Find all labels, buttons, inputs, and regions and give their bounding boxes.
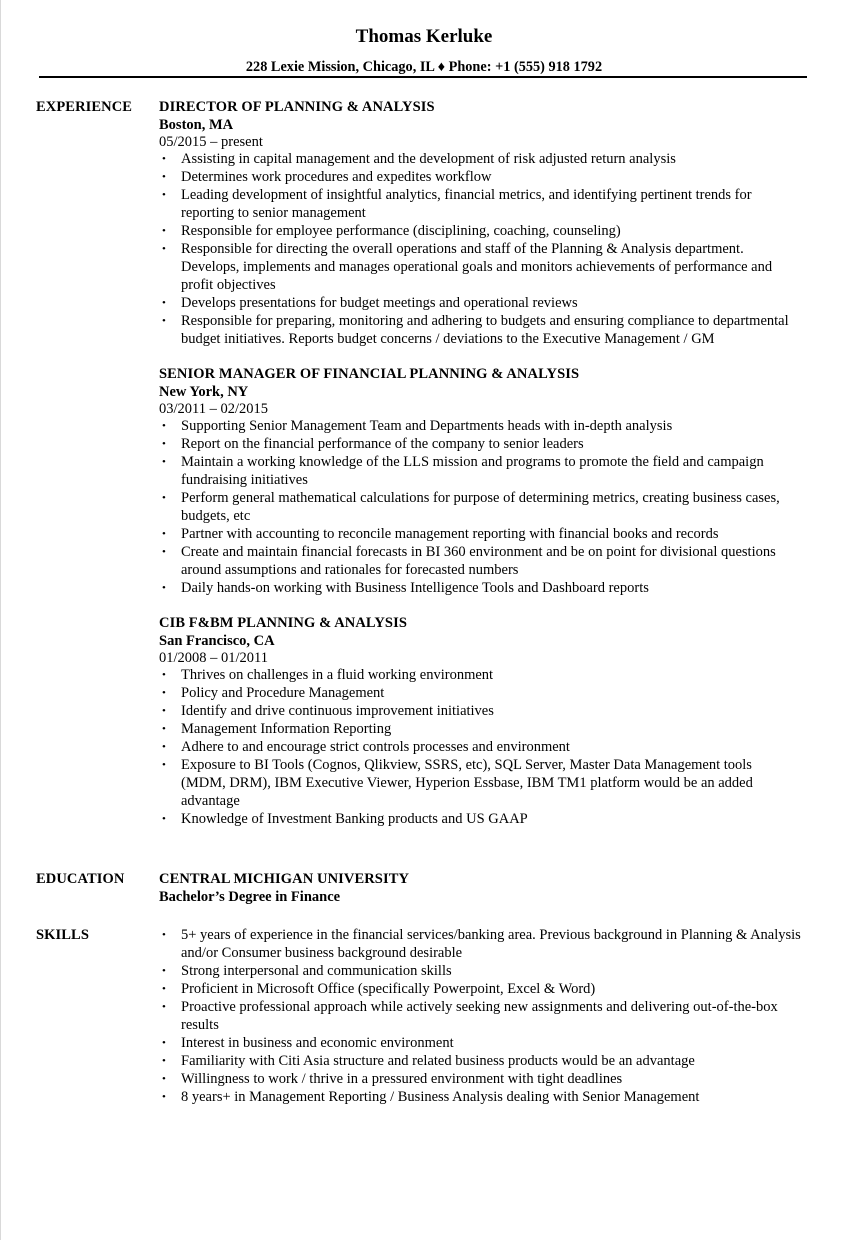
bullet-item bbox=[159, 168, 819, 186]
bullet-item bbox=[159, 453, 819, 489]
bullet-text: Identify and drive continuous improvement initiatives bbox=[181, 703, 494, 719]
bullet-icon: • bbox=[162, 171, 166, 183]
job-entry bbox=[159, 365, 819, 597]
bullet-text: Management Information Reporting bbox=[181, 721, 392, 737]
skill-text: Proficient in Microsoft Office (specifically Powerpoint, Excel & Word) bbox=[181, 981, 596, 997]
skill-text: Interest in business and economic environment bbox=[181, 1035, 454, 1051]
bullet-text: Policy and Procedure Management bbox=[181, 685, 385, 701]
skill-text: 5+ years of experience in the financial services/banking area. Previous background in Planning & Analysis and/or Consumer business background desirable bbox=[181, 927, 801, 961]
bullet-item bbox=[159, 435, 819, 453]
skill-text: Proactive professional approach while actively seeking new assignments and delivering out-of-the-box results bbox=[181, 999, 778, 1033]
bullet-item bbox=[159, 702, 819, 720]
candidate-name: Thomas Kerluke bbox=[355, 26, 493, 47]
bullet-icon: • bbox=[162, 297, 166, 309]
bullet-item bbox=[159, 489, 819, 525]
bullet-text: Responsible for directing the overall operations and staff of the Planning & Analysis department. Develops, implements and manages operational goals and monitors achievements of performance and profit objectives bbox=[181, 241, 773, 293]
bullet-item bbox=[159, 579, 819, 597]
bullet-icon: • bbox=[162, 1091, 166, 1103]
bullet-icon: • bbox=[162, 687, 166, 699]
skill-text: Strong interpersonal and communication skills bbox=[181, 963, 452, 979]
job-title: CIB F&BM PLANNING & ANALYSIS bbox=[159, 615, 407, 631]
bullet-item bbox=[159, 666, 819, 684]
bullet-item bbox=[159, 756, 819, 810]
bullet-item bbox=[159, 738, 819, 756]
bullet-icon: • bbox=[162, 965, 166, 977]
bullet-icon: • bbox=[162, 813, 166, 825]
skill-item bbox=[159, 926, 819, 962]
bullet-icon: • bbox=[162, 669, 166, 681]
job-location: San Francisco, CA bbox=[159, 633, 275, 649]
bullet-icon: • bbox=[162, 983, 166, 995]
bullet-icon: • bbox=[162, 759, 166, 771]
bullet-text: Develops presentations for budget meetings and operational reviews bbox=[181, 295, 578, 311]
bullet-icon: • bbox=[162, 929, 166, 941]
skill-item bbox=[159, 998, 819, 1034]
bullet-icon: • bbox=[162, 546, 166, 558]
skill-item bbox=[159, 1052, 819, 1070]
job-entry bbox=[159, 614, 819, 828]
bullet-text: Knowledge of Investment Banking products and US GAAP bbox=[181, 811, 528, 827]
skill-text: Familiarity with Citi Asia structure and related business products would be an advantage bbox=[181, 1053, 695, 1069]
job-bullets bbox=[159, 150, 819, 348]
job-dates: 01/2008 – 01/2011 bbox=[159, 650, 269, 666]
contact-line: 228 Lexie Mission, Chicago, IL ♦ Phone: +1 (555) 918 1792 bbox=[245, 59, 603, 75]
bullet-icon: • bbox=[162, 243, 166, 255]
bullet-text: Daily hands-on working with Business Intelligence Tools and Dashboard reports bbox=[181, 580, 649, 596]
bullet-text: Thrives on challenges in a fluid working environment bbox=[181, 667, 494, 683]
skills-heading: SKILLS bbox=[36, 927, 89, 943]
skill-item bbox=[159, 962, 819, 980]
skill-item bbox=[159, 1034, 819, 1052]
bullet-text: Responsible for preparing, monitoring and adhering to budgets and ensuring compliance to departmental budget initiatives. Reports budget concerns / deviations to the Executive Management / GM bbox=[181, 313, 789, 347]
bullet-item bbox=[159, 525, 819, 543]
job-title: DIRECTOR OF PLANNING & ANALYSIS bbox=[159, 99, 435, 115]
bullet-icon: • bbox=[162, 1073, 166, 1085]
header-divider bbox=[39, 76, 807, 78]
skill-item bbox=[159, 980, 819, 998]
bullet-text: Exposure to BI Tools (Cognos, Qlikview, SSRS, etc), SQL Server, Master Data Management tools (MDM, DRM), IBM Executive Viewer, Hyperion Essbase, IBM TM1 platform would be an added advantage bbox=[181, 757, 753, 809]
bullet-text: Partner with accounting to reconcile management reporting with financial books and records bbox=[181, 526, 719, 542]
bullet-icon: • bbox=[162, 438, 166, 450]
bullet-item bbox=[159, 222, 819, 240]
job-dates: 05/2015 – present bbox=[159, 134, 263, 150]
skills-list bbox=[159, 926, 819, 1106]
degree-name: Bachelor’s Degree in Finance bbox=[159, 889, 341, 905]
job-bullets bbox=[159, 666, 819, 828]
experience-heading: EXPERIENCE bbox=[36, 99, 133, 115]
bullet-text: Determines work procedures and expedites workflow bbox=[181, 169, 492, 185]
bullet-text: Adhere to and encourage strict controls processes and environment bbox=[181, 739, 570, 755]
bullet-text: Assisting in capital management and the development of risk adjusted return analysis bbox=[181, 151, 676, 167]
bullet-icon: • bbox=[162, 528, 166, 540]
bullet-item bbox=[159, 294, 819, 312]
bullet-text: Report on the financial performance of the company to senior leaders bbox=[181, 436, 584, 452]
skill-item bbox=[159, 1070, 819, 1088]
job-dates: 03/2011 – 02/2015 bbox=[159, 401, 269, 417]
bullet-icon: • bbox=[162, 420, 166, 432]
education-heading: EDUCATION bbox=[36, 871, 125, 887]
bullet-item bbox=[159, 417, 819, 435]
skill-text: 8 years+ in Management Reporting / Business Analysis dealing with Senior Management bbox=[181, 1089, 700, 1105]
skills-section bbox=[159, 926, 819, 1106]
bullet-icon: • bbox=[162, 225, 166, 237]
bullet-text: Leading development of insightful analytics, financial metrics, and identifying pertinent trends for reporting to senior management bbox=[181, 187, 752, 221]
education-section bbox=[159, 870, 819, 906]
experience-section bbox=[159, 98, 819, 828]
job-location: New York, NY bbox=[159, 384, 249, 400]
bullet-item bbox=[159, 543, 819, 579]
bullet-item bbox=[159, 240, 819, 294]
bullet-text: Responsible for employee performance (disciplining, coaching, counseling) bbox=[181, 223, 621, 239]
bullet-icon: • bbox=[162, 315, 166, 327]
bullet-text: Perform general mathematical calculations for purpose of determining metrics, creating business cases, budgets, etc bbox=[181, 490, 780, 524]
school-name: CENTRAL MICHIGAN UNIVERSITY bbox=[159, 871, 410, 887]
bullet-icon: • bbox=[162, 1001, 166, 1013]
bullet-item bbox=[159, 810, 819, 828]
bullet-item bbox=[159, 720, 819, 738]
skill-item bbox=[159, 1088, 819, 1106]
bullet-icon: • bbox=[162, 153, 166, 165]
bullet-icon: • bbox=[162, 1055, 166, 1067]
job-location: Boston, MA bbox=[159, 117, 234, 133]
bullet-icon: • bbox=[162, 741, 166, 753]
bullet-icon: • bbox=[162, 723, 166, 735]
bullet-icon: • bbox=[162, 582, 166, 594]
bullet-text: Create and maintain financial forecasts in BI 360 environment and be on point for divisional questions around assumptions and rationales for forecasted numbers bbox=[181, 544, 776, 578]
job-entry bbox=[159, 98, 819, 348]
bullet-item bbox=[159, 312, 819, 348]
bullet-text: Maintain a working knowledge of the LLS mission and programs to promote the field and campaign fundraising initiatives bbox=[181, 454, 764, 488]
skill-text: Willingness to work / thrive in a pressured environment with tight deadlines bbox=[181, 1071, 623, 1087]
bullet-item bbox=[159, 684, 819, 702]
bullet-text: Supporting Senior Management Team and Departments heads with in-depth analysis bbox=[181, 418, 673, 434]
bullet-icon: • bbox=[162, 492, 166, 504]
bullet-item bbox=[159, 186, 819, 222]
bullet-icon: • bbox=[162, 705, 166, 717]
bullet-item bbox=[159, 150, 819, 168]
bullet-icon: • bbox=[162, 1037, 166, 1049]
job-title: SENIOR MANAGER OF FINANCIAL PLANNING & ANALYSIS bbox=[159, 366, 580, 382]
bullet-icon: • bbox=[162, 456, 166, 468]
bullet-icon: • bbox=[162, 189, 166, 201]
job-bullets bbox=[159, 417, 819, 597]
